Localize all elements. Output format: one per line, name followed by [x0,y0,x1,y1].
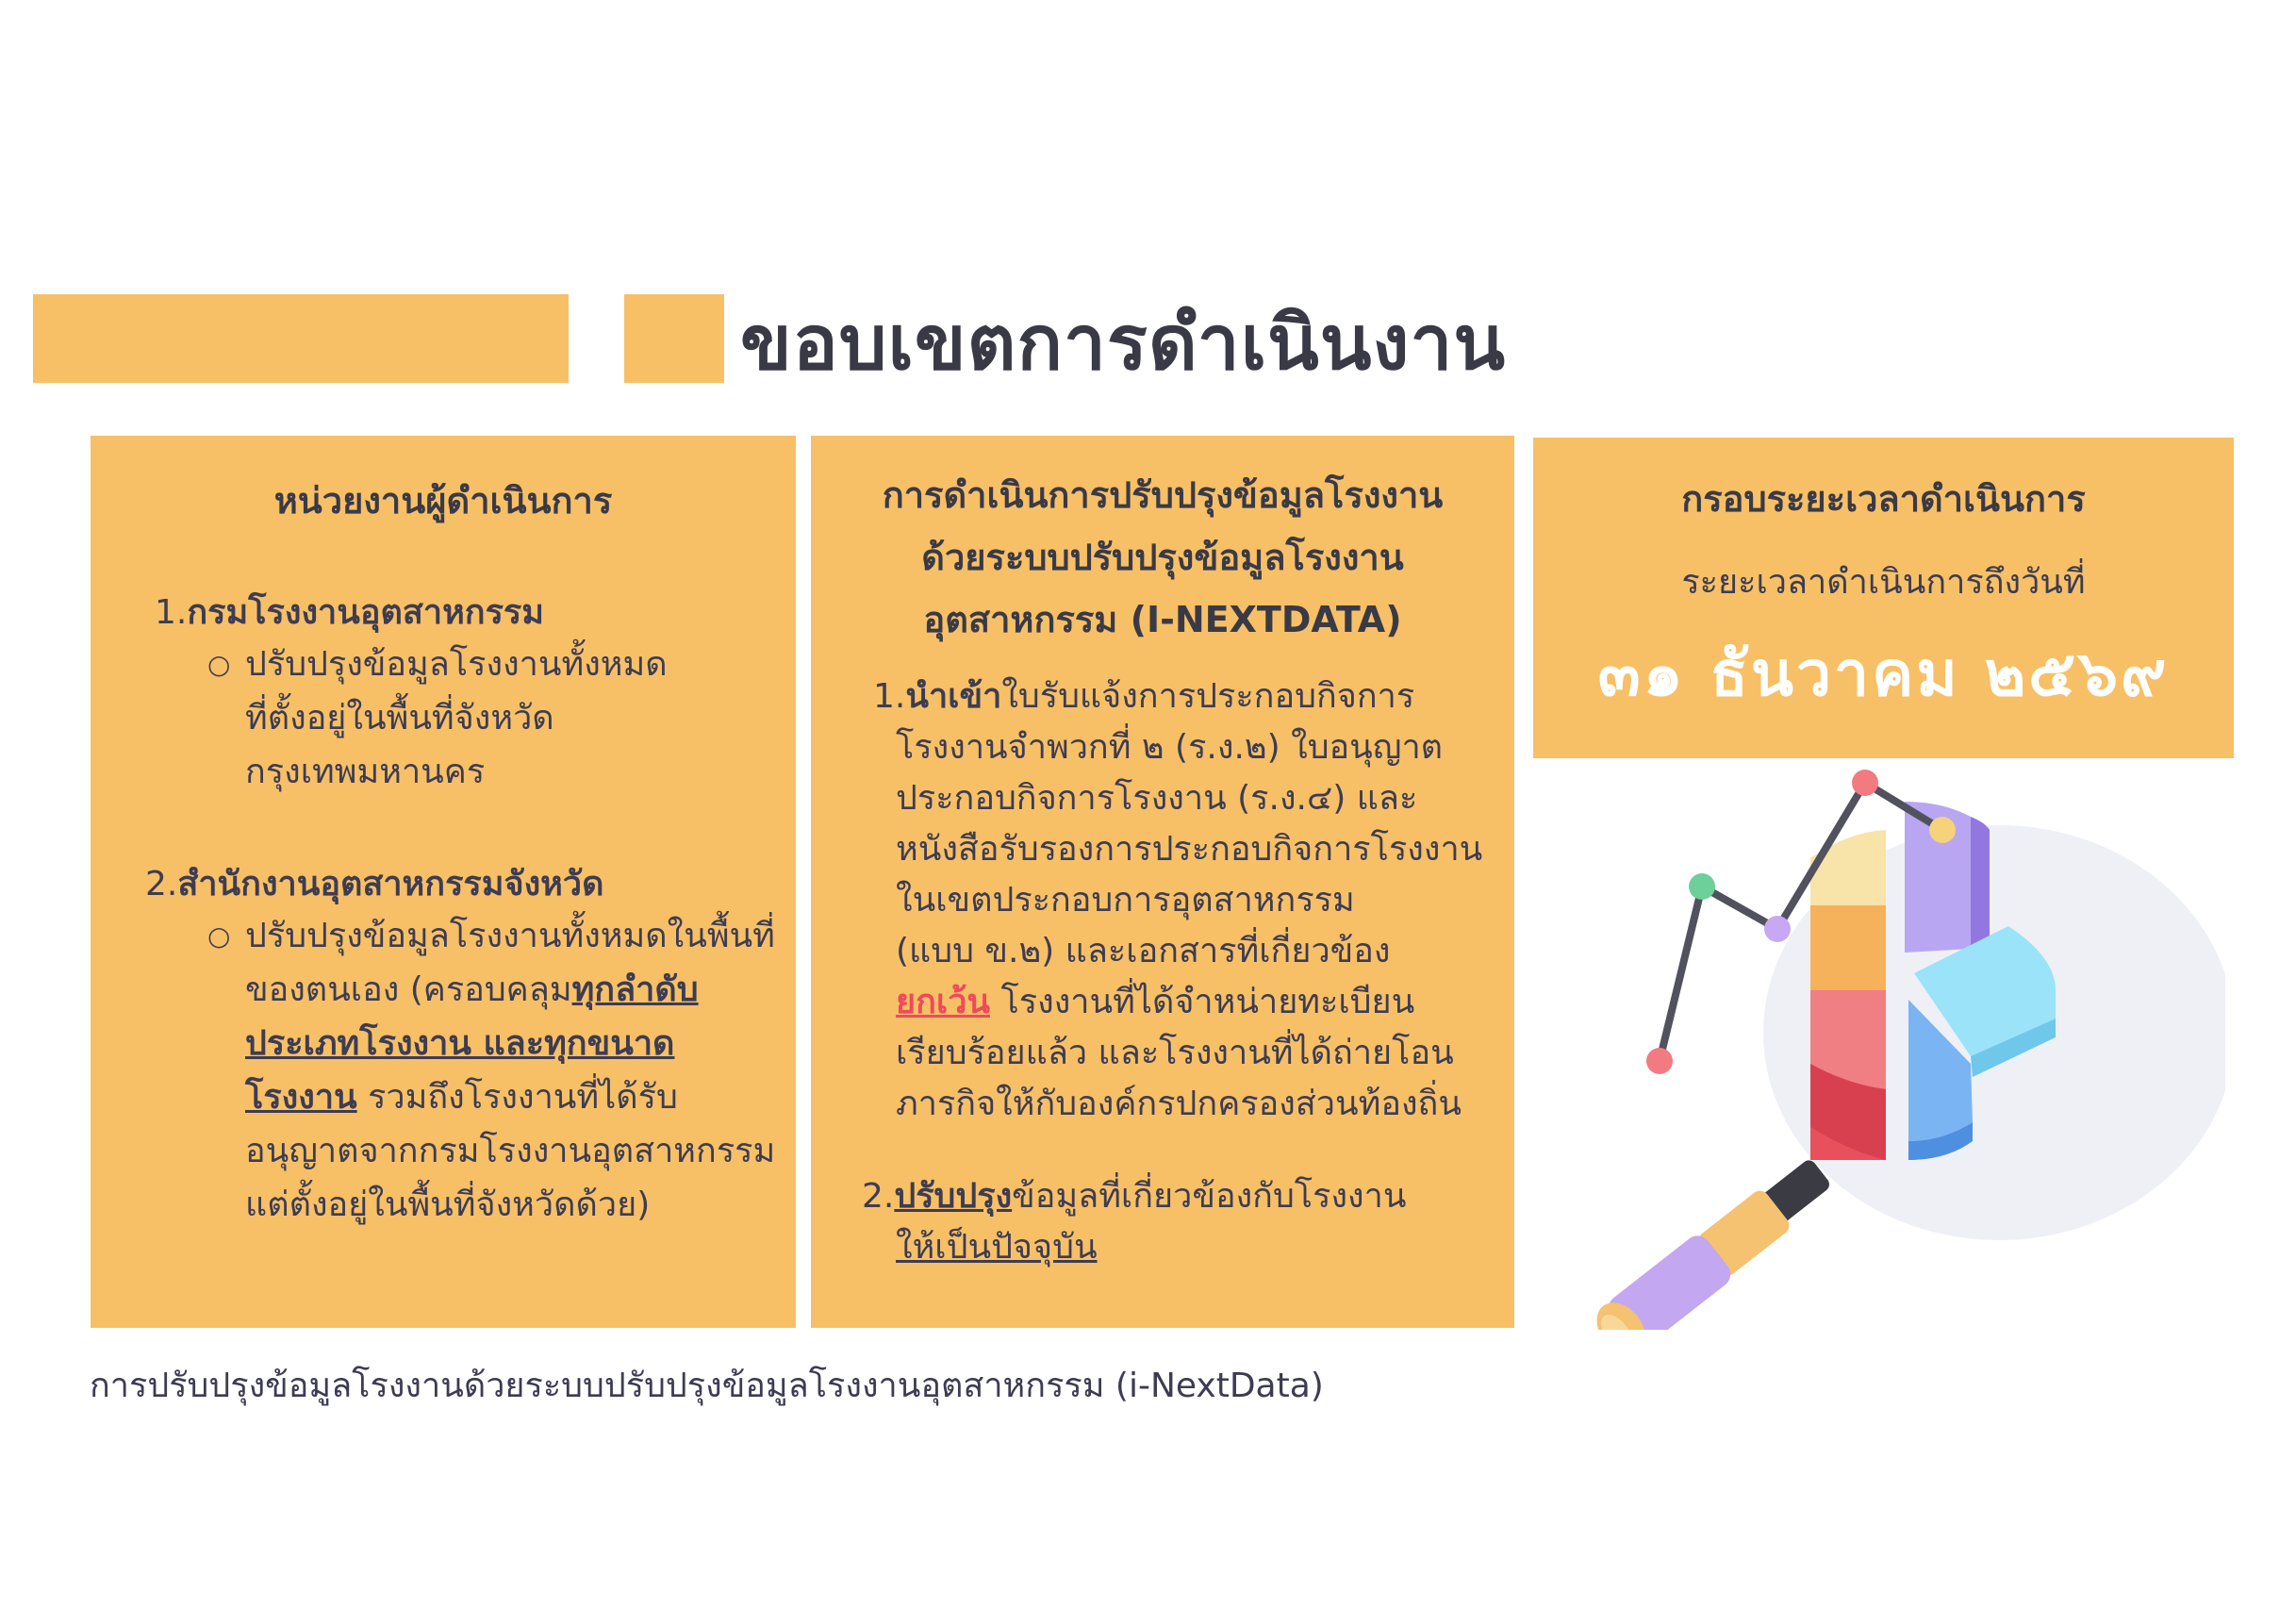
detail-line: ที่ตั้งอยู่ในพื้นที่จังหวัด [245,699,554,737]
timeline-sub: ระยะเวลาดำเนินการถึงวันที่ [1681,563,2086,602]
detail-line [245,963,775,1017]
detail-line [873,671,1482,722]
heading-line: การดำเนินการปรับปรุงข้อมูลโรงงาน [882,474,1444,516]
detail-text: ใบรับแจ้งการประกอบกิจการ [1001,677,1415,716]
detail-line: เรียบร้อยแล้ว และโรงงานที่ได้ถ่ายโอน [896,1034,1454,1072]
operation-card [811,436,1514,1328]
detail-line [245,1070,775,1124]
bullet-icon: ○ [207,649,231,680]
agencies-heading: หน่วยงานผู้ดำเนินการ [273,480,613,522]
detail-line: อนุญาตจากกรมโรงงานอุตสาหกรรม [245,1132,776,1170]
detail-line: ประกอบกิจการโรงงาน (ร.ง.๔) และ [896,779,1418,818]
detail-line: ภารกิจให้กับองค์กรปกครองส่วนท้องถิ่น [896,1085,1462,1123]
emphasis-text: นำเข้า [905,677,1002,716]
exception-text: ยกเว้น [896,983,991,1021]
detail-line: (แบบ ข.๒) และเอกสารที่เกี่ยวข้อง [896,932,1391,970]
decor-bar-small [624,294,724,383]
detail-text: ของตนเอง (ครอบคลุม [245,970,572,1009]
agency-item-1-detail [245,638,668,799]
decor-bar-left [33,294,569,383]
detail-text: ข้อมูลที่เกี่ยวข้องกับโรงงาน [1012,1177,1407,1216]
bullet-icon: ○ [207,920,231,952]
timeline-card [1533,438,2234,758]
agency-item-2-name: สำนักงานอุตสาหกรรมจังหวัด [177,865,604,903]
magnifier-pie-chart-icon [1565,764,2225,1330]
agency-item-1-num: 1. [155,593,188,632]
heading-line: ด้วยระบบปรับปรุงข้อมูลโรงงาน [921,537,1404,578]
caption: การปรับปรุงข้อมูลโรงงานด้วยระบบปรับปรุงข้อมูลโรงงานอุตสาหกรรม (i-NextData) [90,1367,1324,1405]
detail-line: หนังสือรับรองการประกอบกิจการโรงงาน [896,830,1483,869]
detail-line [862,1171,1406,1222]
emphasis-text: ทุกลำดับ [571,970,699,1009]
agency-item-2-num: 2. [145,865,178,903]
emphasis-line: ประเภทโรงงาน และทุกขนาด [245,1024,675,1063]
timeline-heading: กรอบระยะเวลาดำเนินการ [1681,478,2086,520]
operation-heading [811,464,1514,651]
agency-item-2-detail [245,909,775,1232]
detail-line: ในเขตประกอบการอุตสาหกรรม [896,881,1355,920]
detail-line: ให้เป็นปัจจุบัน [896,1228,1098,1267]
detail-line [873,977,1482,1028]
operation-item-1-num: 1. [873,677,906,716]
detail-line: แต่ตั้งอยู่ในพื้นที่จังหวัดด้วย) [245,1185,651,1224]
detail-line: ปรับปรุงข้อมูลโรงงานทั้งหมด [245,645,668,684]
agency-item-1-name: กรมโรงงานอุตสาหกรรม [187,593,544,632]
operation-item-2-num: 2. [862,1177,895,1216]
detail-text: รวมถึงโรงงานที่ได้รับ [356,1078,678,1117]
agencies-card [91,436,796,1328]
agency-item-1 [155,587,544,638]
operation-item-1 [873,671,1482,1130]
detail-text: โรงงานที่ได้จำหน่ายทะเบียน [990,983,1415,1021]
emphasis-text: ปรับปรุง [894,1177,1013,1216]
agency-item-2 [145,858,603,910]
heading-line: อุตสาหกรรม (I-NEXTDATA) [923,599,1402,640]
detail-line: โรงงานจำพวกที่ ๒ (ร.ง.๒) ใบอนุญาต [896,728,1444,767]
page-title: ขอบเขตการดำเนินงาน [740,299,1507,387]
emphasis-text: โรงงาน [245,1078,357,1117]
timeline-date: ๓๑ ธันวาคม ๒๕๖๙ [1597,638,2170,710]
detail-line: กรุงเทพมหานคร [245,753,486,791]
detail-line: ปรับปรุงข้อมูลโรงงานทั้งหมดในพื้นที่ [245,917,775,955]
operation-item-2 [862,1171,1406,1273]
